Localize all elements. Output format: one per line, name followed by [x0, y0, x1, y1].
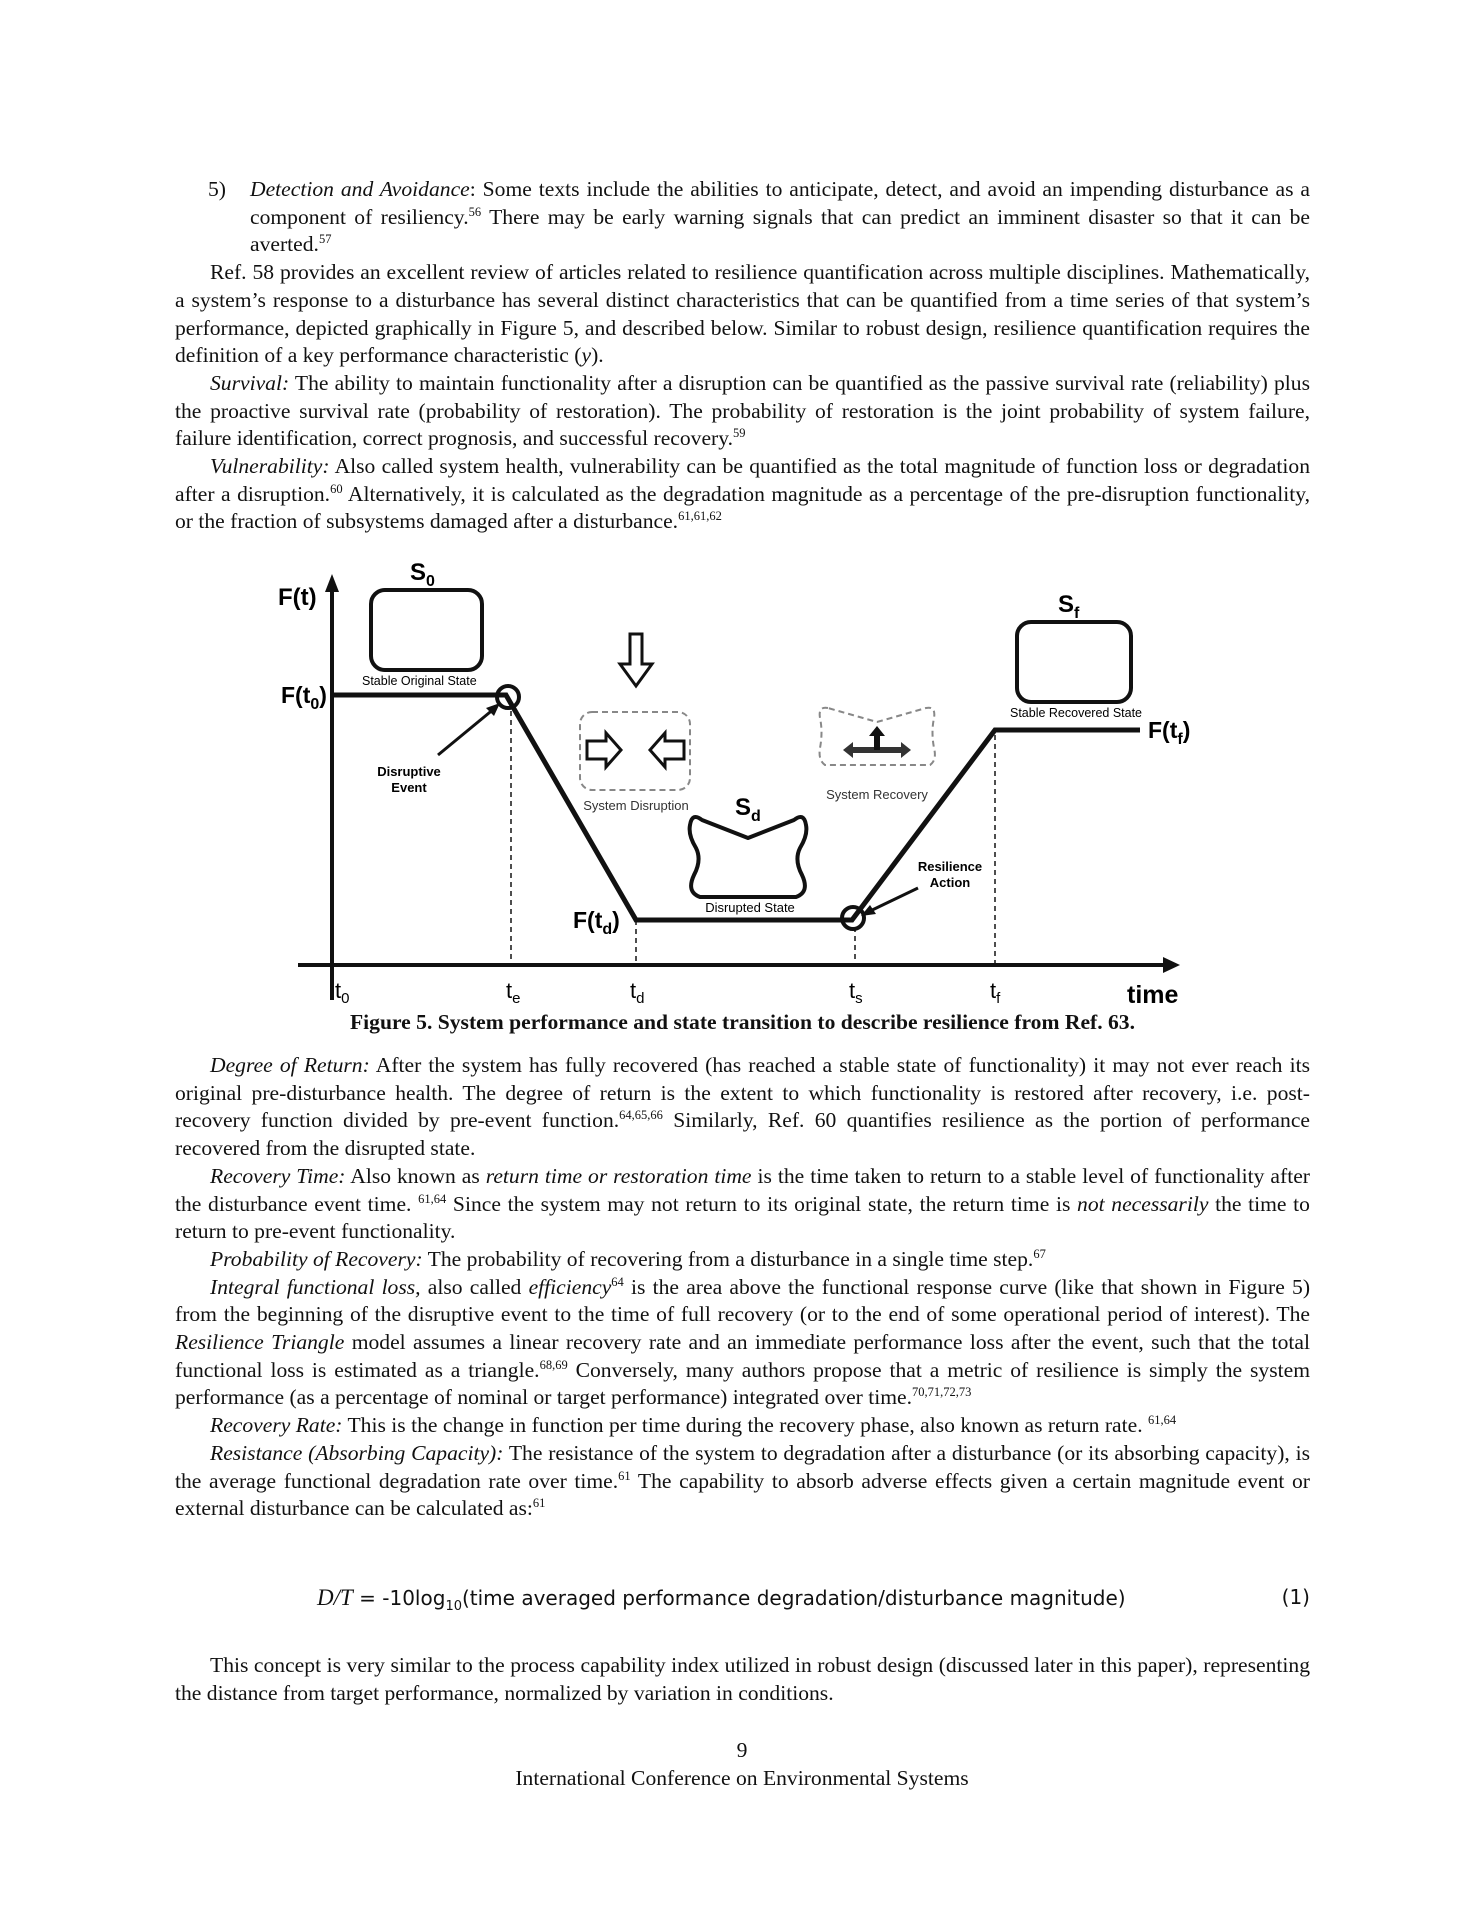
state-sf-box — [1017, 622, 1131, 702]
body-text: Similarly, Ref. 60 quantifies resilience as the portion of performance recovered from the disrupted state. — [175, 1108, 1310, 1161]
body-text: Alternatively, it is calculated as the degradation magnitude as a percentage of the pre-disruption functionality, or the fraction of subsystems damaged after a disturbance. — [175, 481, 1310, 534]
level-f-t0: $F(t_0)$ — [281, 682, 327, 713]
body-text: the time to return to pre-event functionality. — [175, 1191, 1310, 1244]
equation-rhs: (time averaged performance degradation/disturbance magnitude) — [461, 1586, 1126, 1610]
variable-y: y — [581, 343, 592, 368]
body-text: The capability to absorb adverse effects given a certain magnitude event or external disturbance can be calculated as: — [175, 1468, 1311, 1521]
time-tick-labels — [335, 978, 1001, 1007]
citation: 61 — [532, 1496, 546, 1511]
state-sf-symbol: $S_f$ — [1058, 591, 1080, 622]
list-number: 5) — [208, 177, 226, 201]
state-s0-label: Stable Original State — [362, 674, 477, 688]
emphasis: Resilience Triangle — [175, 1330, 345, 1355]
paragraph-recovery-time — [175, 1163, 1310, 1246]
y-axis-arrow-icon — [325, 574, 339, 592]
resilience-action-label-1: Resilience — [917, 859, 983, 874]
state-s0-symbol: $S_0$ — [410, 560, 435, 590]
top-text-block — [175, 176, 1310, 536]
body-text: Also known as — [345, 1163, 486, 1188]
citation: 59 — [733, 426, 746, 441]
body-text: Since the system may not return to its original state, the return time is — [446, 1191, 1078, 1216]
citation: 67 — [1033, 1246, 1046, 1261]
citation: 56 — [468, 204, 482, 219]
body-text: After the system has fully recovered (has reached a stable state of functionality) it may not ever reach its original pre-disturbance health. The degree of return is the extent to which functionality is restored after recovery, i.e. post-recovery function divided by pre-event function. — [175, 1053, 1310, 1133]
figure-caption: Figure 5. System performance and state transition to describe resilience from Ref. 63. — [349, 1010, 1136, 1034]
term-recovery-time: Recovery Time: — [210, 1163, 346, 1188]
body-text: is the area above the functional response curve (like that shown in Figure 5) from the beginning of the disruptive event to the time of full recovery (or to the end of some operational period of interest). The — [175, 1274, 1311, 1327]
citation: 60 — [330, 481, 343, 496]
equation-log-base: 10 — [445, 1599, 462, 1614]
equation-operator: = -10log — [352, 1586, 446, 1610]
system-disruption-label: System Disruption — [583, 798, 689, 813]
tick-tf: $t_f$ — [990, 978, 1001, 1007]
term-integral-functional-loss: Integral functional loss, — [210, 1274, 421, 1299]
citation: 61 — [618, 1468, 631, 1483]
body-text: Also called system health, vulnerability can be quantified as the total magnitude of function loss or degradation after a disruption. — [175, 454, 1310, 506]
term-resistance: Resistance (Absorbing Capacity): — [210, 1440, 504, 1465]
level-f-tf: $F(t_f)$ — [1148, 717, 1191, 748]
body-text: There may be early warning signals that can predict an imminent disaster so that it can be averted. — [250, 204, 1311, 257]
term-detection-avoidance: Detection and Avoidance — [250, 177, 470, 201]
body-text: The ability to maintain functionality after a disruption can be quantified as the passive survival rate (reliability) plus the proactive survival rate (probability of restoration). The probability of restoration is the joint probability of system failure, failure identification, correct prognosis, and successful recovery. — [175, 370, 1310, 451]
x-axis-label: time — [1127, 981, 1179, 1009]
paragraph-concept: This concept is very similar to the process capability index utilized in robust design (discussed later in this paper), representing the distance from target performance, normalized by variation in conditions. — [175, 1653, 1310, 1705]
bottom-text-block — [175, 1052, 1310, 1523]
x-axis-arrow-icon — [1163, 957, 1180, 973]
level-f-td: $F(t_d)$ — [573, 907, 620, 938]
equation-1 — [175, 1585, 1310, 1617]
tick-te: $t_e$ — [506, 978, 521, 1007]
disruptive-event-arrow — [438, 708, 495, 755]
tick-td: $t_d$ — [630, 978, 645, 1007]
term-survival: Survival: — [210, 370, 290, 395]
body-text: Conversely, many authors propose that a metric of resilience is simply the system performance (as a percentage of nominal or target performance) integrated over time. — [175, 1357, 1310, 1410]
citation: 68,69 — [539, 1357, 568, 1372]
citation: 61,64 — [1148, 1412, 1177, 1427]
y-axis-label: F(t) — [278, 584, 317, 611]
body-text: Ref. 58 provides an excellent review of articles related to resilience quantification across multiple disciplines. Mathematically, a system’s response to a disturbance has several distinct characteristics that can be quantified from a time series of that system’s performance, depicted graphically in Figure 5, and described below. Similar to robust design, resilience quantification requires the definition of a key performance characteristic ( — [175, 260, 1310, 368]
body-text: is the time taken to return to a stable level of functionality after the disturbance event time. — [175, 1163, 1310, 1216]
body-text: : Some texts include the abilities to anticipate, detect, and avoid an impending disturbance as a component of resiliency. — [250, 177, 1310, 229]
paragraph-survival — [175, 370, 1310, 453]
equation-lhs: D/T — [317, 1585, 353, 1610]
equation-expression — [317, 1585, 1126, 1614]
term-degree-of-return: Degree of Return: — [210, 1053, 370, 1077]
citation: 64 — [611, 1274, 624, 1289]
term-probability-of-recovery: Probability of Recovery: — [210, 1246, 423, 1271]
term-recovery-rate: Recovery Rate: — [210, 1413, 343, 1438]
resilience-action-label-2: Action — [929, 875, 971, 890]
citation: 64,65,66 — [619, 1108, 663, 1123]
body-text: model assumes a linear recovery rate and an immediate performance loss after the event, such that the total functional loss is estimated as a triangle. — [175, 1330, 1310, 1382]
state-s0-box — [371, 590, 482, 670]
footer-conference-name: International Conference on Environmental Systems — [515, 1766, 969, 1790]
emphasis: efficiency — [528, 1274, 612, 1299]
paragraph-vulnerability — [175, 453, 1310, 536]
body-text: The resistance of the system to degradation after a disturbance (or its absorbing capacity), is the average functional degradation rate over time. — [175, 1440, 1310, 1493]
left-arrow-icon — [650, 733, 684, 767]
emphasis: return time or restoration time — [485, 1163, 752, 1188]
down-arrow-icon — [620, 634, 652, 686]
emphasis: not necessarily — [1077, 1191, 1209, 1216]
figure-5-resilience-diagram — [262, 560, 1202, 1015]
equation-number: (1) — [1281, 1585, 1310, 1609]
body-text: This is the change in function per time during the recovery phase, also known as return rate. — [342, 1413, 1149, 1438]
disruptive-event-label-1: Disruptive — [377, 764, 441, 779]
citation: 61,61,62 — [678, 509, 722, 524]
list-item-detection-avoidance — [175, 176, 1310, 259]
paragraph-recovery-rate — [175, 1412, 1310, 1440]
paragraph-degree-of-return — [175, 1052, 1310, 1163]
paragraph-integral-functional-loss — [175, 1274, 1310, 1413]
citation: 61,64 — [418, 1191, 447, 1206]
state-sd-symbol: $S_d$ — [735, 794, 761, 825]
citation: 57 — [318, 232, 332, 247]
system-recovery-label: System Recovery — [826, 787, 928, 802]
concept-paragraph-block — [175, 1652, 1310, 1707]
state-sd-label: Disrupted State — [705, 900, 795, 915]
paragraph-probability-of-recovery — [175, 1246, 1310, 1274]
state-sf-label: Stable Recovered State — [1009, 706, 1143, 720]
body-text: ). — [591, 343, 604, 368]
tick-t0: $t_0$ — [335, 978, 350, 1007]
state-sd-shape — [690, 817, 807, 897]
paragraph-resistance — [175, 1440, 1310, 1523]
page-number: 9 — [736, 1738, 748, 1762]
body-text: The probability of recovering from a disturbance in a single time step. — [422, 1246, 1034, 1271]
term-vulnerability: Vulnerability: — [210, 454, 330, 479]
right-arrow-icon — [587, 733, 621, 767]
body-text: also called — [420, 1274, 529, 1299]
citation: 70,71,72,73 — [912, 1385, 972, 1400]
paragraph-ref58 — [175, 259, 1310, 370]
disruptive-event-label-2: Event — [391, 780, 427, 795]
tick-ts: $t_s$ — [849, 978, 863, 1007]
